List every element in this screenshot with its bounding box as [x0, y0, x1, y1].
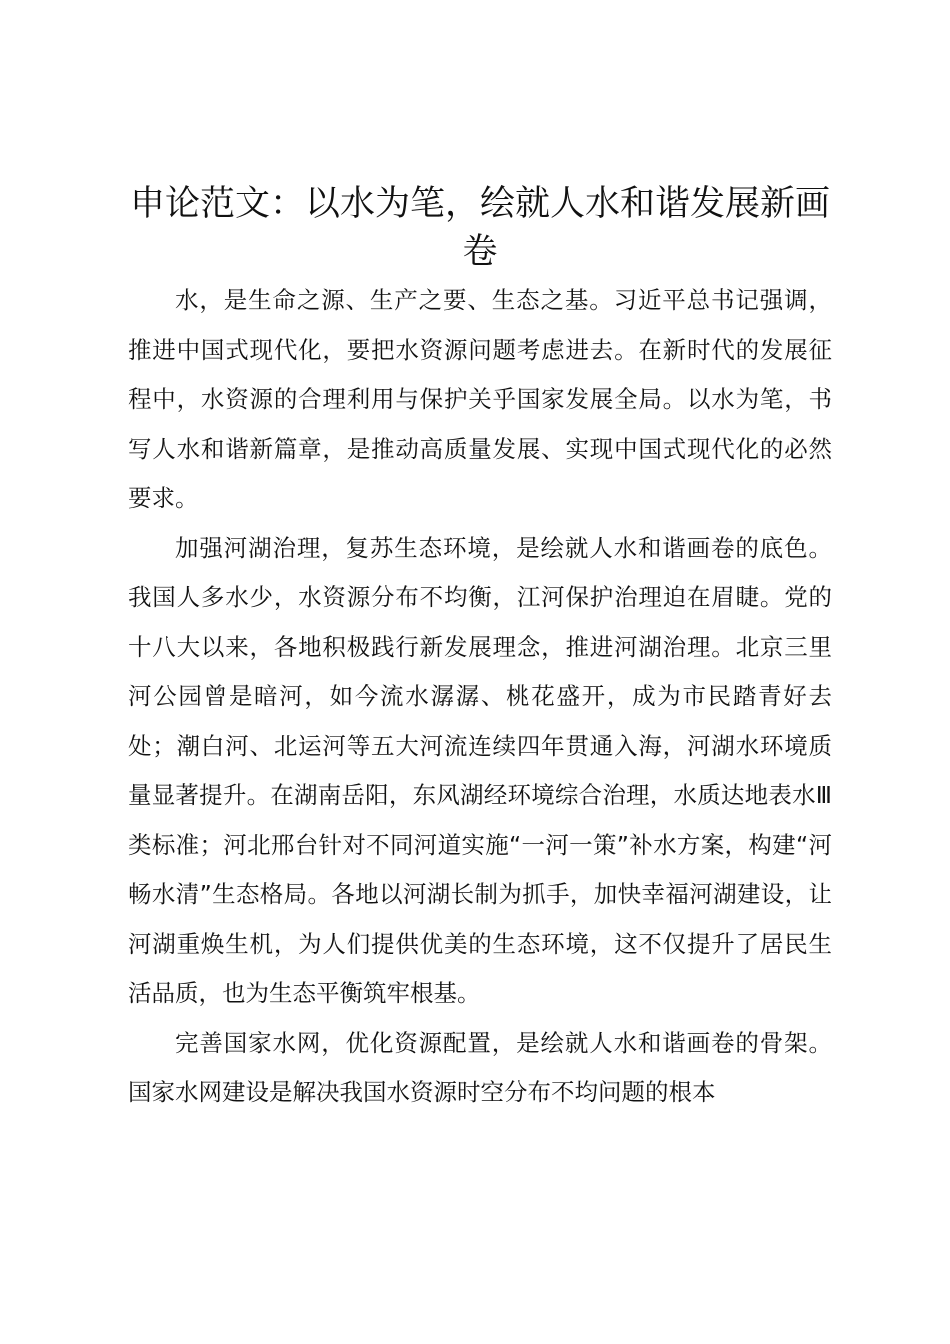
document-title: 申论范文：以水为笔，绘就人水和谐发展新画卷: [129, 184, 830, 272]
paragraph-1: 水，是生命之源、生产之要、生态之基。习近平总书记强调，推进中国式现代化，要把水资源问题考虑进去。在新时代的发展征程中，水资源的合理利用与保护关乎国家发展全局。以水为笔，书写人水和谐新篇章，是推动高质量发展、实现中国式现代化的必然要求。: [128, 286, 832, 512]
paragraph-3: 完善国家水网，优化资源配置，是绘就人水和谐画卷的骨架。国家水网建设是解决我国水资源时空分布不均问题的根本: [128, 1028, 832, 1106]
paragraph-2: 加强河湖治理，复苏生态环境，是绘就人水和谐画卷的底色。我国人多水少，水资源分布不均衡，江河保护治理迫在眉睫。党的十八大以来，各地积极践行新发展理念，推进河湖治理。北京三里河公园曾是暗河，如今流水潺潺、桃花盛开，成为市民踏青好去处；潮白河、北运河等五大河流连续四年贯通入海，河湖水环境质量显著提升。在湖南岳阳，东风湖经环境综合治理，水质达地表水Ⅲ类标准；河北邢台针对不同河道实施“一河一策”补水方案，构建“河畅水清”生态格局。各地以河湖长制为抓手，加快幸福河湖建设，让河湖重焕生机，为人们提供优美的生态环境，这不仅提升了居民生活品质，也为生态平衡筑牢根基。: [128, 533, 832, 1007]
document-page: [128, 180, 832, 1118]
